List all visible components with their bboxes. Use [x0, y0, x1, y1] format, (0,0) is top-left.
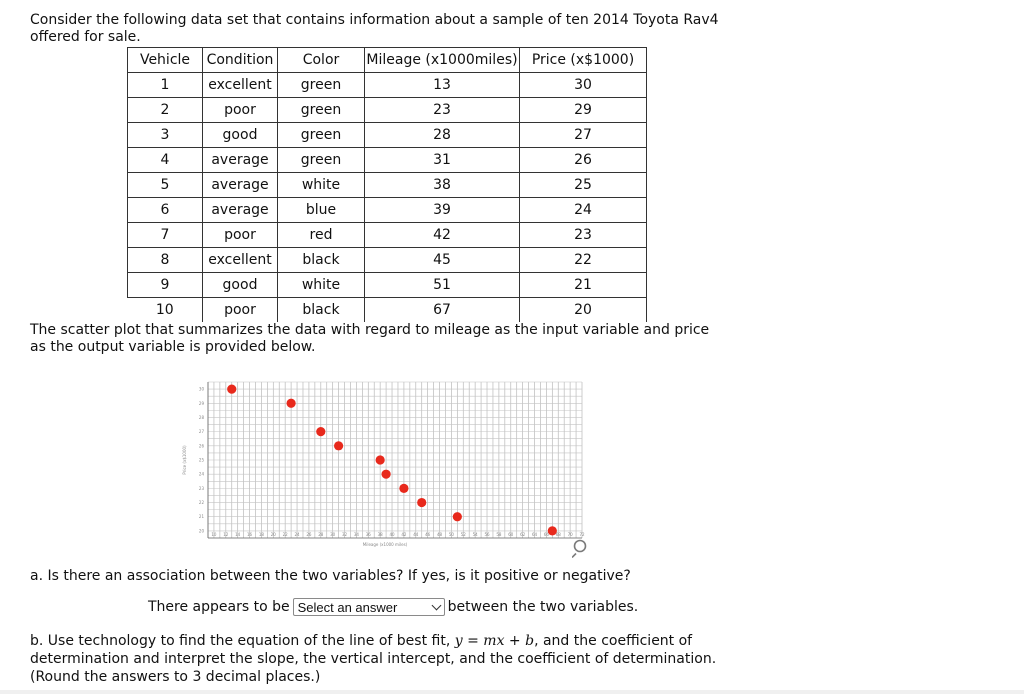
x-tick-label: 16 — [247, 532, 253, 537]
cell-condition: average — [203, 148, 278, 173]
x-tick-label: 24 — [294, 532, 300, 537]
x-axis-label: Mileage (x1000 miles) — [362, 542, 408, 547]
cell-price: 21 — [520, 273, 647, 298]
x-tick-label: 28 — [318, 532, 324, 537]
cell-color: green — [278, 73, 365, 98]
x-tick-label: 32 — [341, 532, 348, 537]
table-header-row — [128, 48, 647, 73]
y-tick-label: 28 — [198, 414, 204, 420]
cell-price: 23 — [520, 223, 647, 248]
y-tick-label: 24 — [198, 471, 204, 477]
x-tick-label: 50 — [448, 532, 454, 537]
y-axis-label: Price (x$1000) — [182, 445, 187, 475]
cell-mileage: 45 — [365, 248, 520, 273]
cell-vehicle: 4 — [128, 148, 203, 173]
cell-price: 26 — [520, 148, 647, 173]
cell-color: green — [278, 98, 365, 123]
y-tick-label: 29 — [198, 400, 204, 406]
cell-vehicle: 7 — [128, 223, 203, 248]
col-header-price: Price (x$1000) — [520, 48, 647, 73]
cell-mileage: 67 — [365, 298, 520, 323]
x-tick-label: 64 — [531, 532, 538, 537]
cell-color: blue — [278, 198, 365, 223]
cell-mileage: 42 — [365, 223, 520, 248]
magnify-icon[interactable] — [572, 538, 592, 558]
data-point — [399, 484, 408, 493]
cell-color: red — [278, 223, 365, 248]
cell-mileage: 23 — [365, 98, 520, 123]
cell-color: green — [278, 123, 365, 148]
part-b-question — [30, 632, 760, 686]
data-point — [316, 427, 325, 436]
data-point — [334, 441, 343, 450]
table-row — [128, 123, 647, 148]
x-tick-label: 48 — [436, 532, 443, 537]
cell-price: 20 — [520, 298, 647, 323]
bottom-bar — [0, 690, 1024, 694]
y-tick-label: 30 — [198, 386, 204, 392]
part-a-question: a. Is there an association between the two variables? If yes, is it positive or negative? — [30, 568, 631, 584]
cell-condition: good — [203, 273, 278, 298]
col-header-condition: Condition — [203, 48, 278, 73]
data-point — [287, 399, 296, 408]
y-tick-label: 27 — [198, 429, 204, 435]
x-tick-label: 10 — [211, 532, 217, 537]
x-tick-label: 72 — [579, 532, 585, 537]
cell-price: 24 — [520, 198, 647, 223]
table-row — [128, 173, 647, 198]
scatter-intro: The scatter plot that summarizes the data with regard to mileage as the input variable and price as the output variable is provided below. — [30, 322, 710, 355]
eq-b: b — [525, 633, 535, 649]
data-point — [381, 470, 390, 479]
select-value: Select an answer — [297, 599, 398, 615]
eq-y: y — [454, 633, 463, 649]
cell-color: black — [278, 248, 365, 273]
table-row — [128, 273, 647, 298]
x-tick-label: 56 — [484, 532, 490, 537]
x-tick-label: 66 — [543, 532, 549, 537]
data-point — [417, 498, 426, 507]
x-tick-label: 38 — [377, 532, 383, 537]
cell-vehicle: 2 — [128, 98, 203, 123]
data-table — [127, 47, 647, 322]
cell-mileage: 31 — [365, 148, 520, 173]
data-point — [453, 512, 462, 521]
col-header-vehicle: Vehicle — [128, 48, 203, 73]
x-tick-label: 54 — [472, 532, 478, 537]
cell-mileage: 38 — [365, 173, 520, 198]
x-tick-label: 52 — [460, 532, 466, 537]
association-select[interactable] — [293, 598, 445, 616]
x-tick-label: 34 — [353, 532, 359, 537]
scatter-plot — [178, 378, 588, 550]
table-row — [128, 148, 647, 173]
table-row — [128, 223, 647, 248]
x-tick-label: 26 — [306, 532, 312, 537]
cell-mileage: 28 — [365, 123, 520, 148]
col-header-mileage: Mileage (x1000miles) — [365, 48, 520, 73]
answer-prefix: There appears to be — [148, 599, 290, 615]
x-tick-label: 44 — [413, 532, 419, 537]
part-b-text-start: b. Use technology to find the equation of the line of best fit, — [30, 633, 451, 649]
data-point — [227, 384, 236, 393]
cell-vehicle: 8 — [128, 248, 203, 273]
cell-condition: poor — [203, 223, 278, 248]
cell-price: 27 — [520, 123, 647, 148]
cell-condition: excellent — [203, 73, 278, 98]
table-body — [128, 73, 647, 323]
table-row — [128, 248, 647, 273]
x-tick-label: 12 — [223, 532, 229, 537]
cell-mileage: 13 — [365, 73, 520, 98]
cell-color: green — [278, 148, 365, 173]
cell-vehicle: 6 — [128, 198, 203, 223]
eq-mx: mx — [483, 633, 505, 649]
cell-price: 25 — [520, 173, 647, 198]
table-row — [128, 73, 647, 98]
cell-price: 22 — [520, 248, 647, 273]
cell-condition: average — [203, 198, 278, 223]
question-intro: Consider the following data set that contains information about a sample of ten 2014 Toyota Rav4 offered for sale. — [30, 12, 719, 45]
y-tick-label: 25 — [198, 457, 204, 463]
cell-vehicle: 10 — [128, 298, 203, 323]
cell-mileage: 39 — [365, 198, 520, 223]
x-tick-label: 60 — [508, 532, 514, 537]
cell-vehicle: 9 — [128, 273, 203, 298]
table-row — [128, 98, 647, 123]
cell-vehicle: 1 — [128, 73, 203, 98]
x-tick-label: 42 — [401, 532, 407, 537]
x-tick-label: 20 — [270, 532, 276, 537]
cell-vehicle: 5 — [128, 173, 203, 198]
y-tick-label: 22 — [198, 500, 204, 506]
cell-price: 29 — [520, 98, 647, 123]
cell-price: 30 — [520, 73, 647, 98]
part-a-answer-row — [148, 598, 638, 616]
y-tick-label: 26 — [198, 443, 204, 449]
chevron-down-icon — [431, 600, 441, 610]
eq-equals: = — [467, 633, 479, 649]
part-b-text-end: , and the coefficient of determination and interpret the slope, the vertical intercept, and the coefficient of determination. (Round the answers to 3 decimal places.) — [30, 633, 717, 685]
cell-condition: poor — [203, 298, 278, 323]
y-tick-label: 21 — [198, 514, 204, 520]
x-tick-label: 14 — [235, 532, 241, 537]
x-tick-label: 68 — [555, 532, 561, 537]
table-row — [128, 198, 647, 223]
eq-plus: + — [508, 633, 521, 649]
y-tick-label: 20 — [198, 528, 204, 534]
x-tick-label: 18 — [258, 532, 264, 537]
cell-vehicle: 3 — [128, 123, 203, 148]
cell-condition: poor — [203, 98, 278, 123]
x-tick-label: 40 — [389, 532, 395, 537]
x-tick-label: 30 — [330, 532, 336, 537]
data-point — [548, 526, 557, 535]
x-tick-label: 36 — [365, 532, 371, 537]
cell-color: white — [278, 273, 365, 298]
x-tick-label: 62 — [520, 532, 526, 537]
x-tick-label: 70 — [567, 532, 573, 537]
data-point — [376, 455, 385, 464]
cell-condition: excellent — [203, 248, 278, 273]
cell-mileage: 51 — [365, 273, 520, 298]
y-tick-label: 23 — [198, 485, 204, 491]
answer-suffix: between the two variables. — [447, 599, 639, 615]
x-tick-label: 58 — [496, 532, 502, 537]
cell-color: black — [278, 298, 365, 323]
x-tick-label: 46 — [425, 532, 431, 537]
cell-condition: good — [203, 123, 278, 148]
cell-color: white — [278, 173, 365, 198]
x-tick-label: 22 — [282, 532, 288, 537]
cell-condition: average — [203, 173, 278, 198]
table-row — [128, 298, 647, 323]
col-header-color: Color — [278, 48, 365, 73]
